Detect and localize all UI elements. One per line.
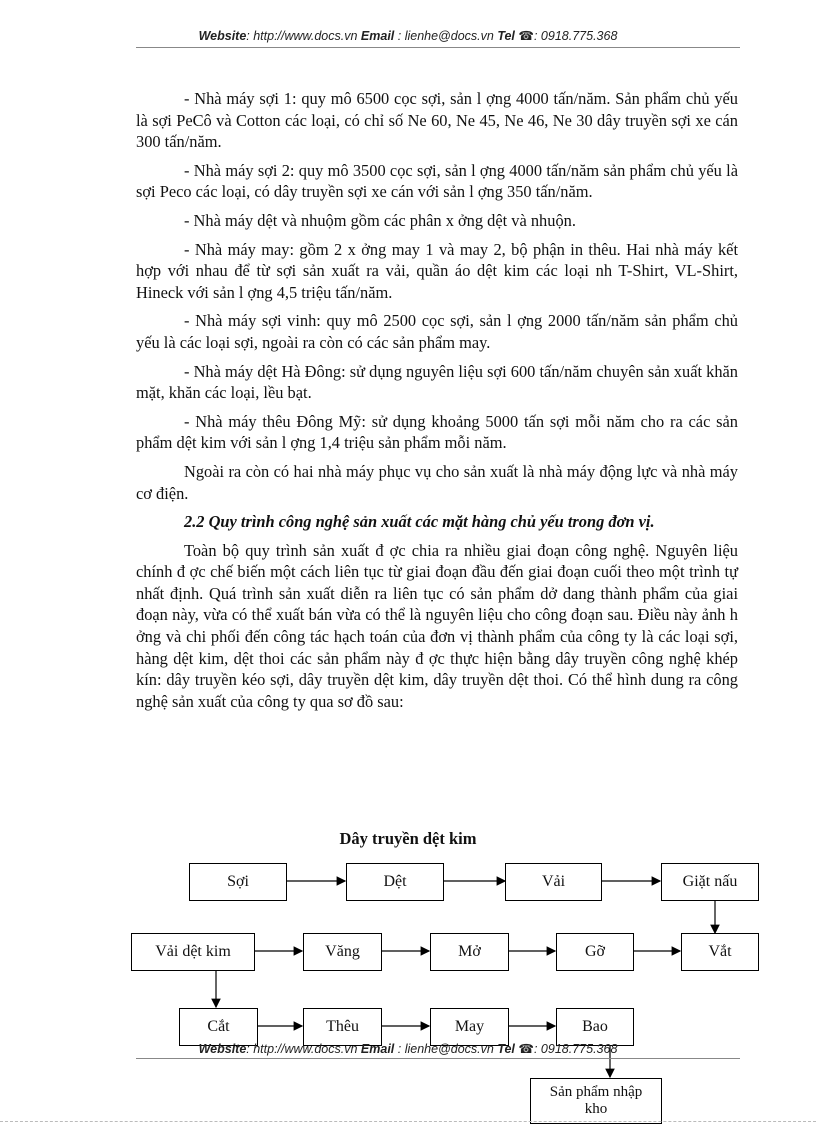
box-soi: Sợi xyxy=(189,863,287,901)
section-heading: 2.2 Quy trình công nghệ sản xuất các mặt hàng chủ yếu trong đơn vị. xyxy=(184,512,655,532)
box-vat: Vắt xyxy=(681,933,759,971)
page-bottom-edge xyxy=(0,1121,816,1122)
phone-icon: ☎ xyxy=(518,29,534,43)
box-giat-nau: Giặt nấu xyxy=(661,863,759,901)
box-det: Dệt xyxy=(346,863,444,901)
paragraph: - Nhà máy thêu Đông Mỹ: sử dụng khoảng 5000 tấn sợi mỗi năm cho ra các sản phẩm dệt kim với sản l ợng 1,4 triệu sản phẩm mỗi năm. xyxy=(136,411,738,453)
paragraph: - Nhà máy sợi 2: quy mô 3500 cọc sợi, sản l ợng 4000 tấn/năm sản phẩm chủ yếu là sợi Peco các loại, có dây truyền sợi xe cán với sản l ợng 350 tấn/năm. xyxy=(136,160,738,202)
footer-tel-value: : 0918.775.368 xyxy=(533,1042,618,1056)
footer-phone-icon: ☎ xyxy=(518,1042,534,1056)
footer-rule xyxy=(136,1058,740,1059)
box-vang: Văng xyxy=(303,933,382,971)
paragraph: - Nhà máy dệt Hà Đông: sử dụng nguyên liệu sợi 600 tấn/năm chuyên sản xuất khăn mặt, khăn các loại, lều bạt. xyxy=(136,361,738,403)
footer-email-value: : lienhe@docs.vn xyxy=(394,1042,498,1056)
paragraph: - Nhà máy dệt và nhuộm gồm các phân x ởng dệt và nhuộn. xyxy=(184,210,576,230)
tel-value: : 0918.775.368 xyxy=(533,29,618,43)
footer-website-value: : http://www.docs.vn xyxy=(246,1042,361,1056)
paragraph: - Nhà máy may: gồm 2 x ởng may 1 và may 2, bộ phận in thêu. Hai nhà máy kết hợp với nhau để từ sợi sản xuất ra vải, quần áo dệt kim các loại nh T-Shirt, VL-Shirt, Hineck với sản l ợng 4,5 triệu tấn/năm. xyxy=(136,239,738,302)
box-cat: Cắt xyxy=(179,1008,258,1046)
box-may: May xyxy=(430,1008,509,1046)
footer-email-label: Email xyxy=(360,1042,395,1056)
website-label: Website xyxy=(198,29,247,43)
section-paragraph: Toàn bộ quy trình sản xuất đ ợc chia ra nhiều giai đoạn công nghệ. Nguyên liệu chính đ ợc chế biến một cách liên tục từ giai đoạn đầu đến giai đoạn cuối theo một trình tự nhất định. Quá trình sản xuất diễn ra liên tục có sản phẩm dở dang thành phẩm của giai đoạn này, vừa có thể xuất bán vừa có thể là nguyên liệu cho công đoạn sau. Điều này ảnh h ởng và chi phối đến công tác hạch toán của đơn vị thành phẩm của công ty là các loại sợi, hàng dệt kim, dệt thoi các sản phẩm này đ ợc thực hiện bằng dây truyền công nghệ khép kín: dây truyền kéo sợi, dây truyền dệt kim, dây truyền dệt thoi. Có thể hình dung ra công nghệ sản xuất của công ty qua sơ đồ sau: xyxy=(136,540,738,711)
paragraph: Ngoài ra còn có hai nhà máy phục vụ cho sản xuất là nhà máy động lực và nhà máy cơ điện. xyxy=(136,461,738,503)
paragraph: - Nhà máy sợi 1: quy mô 6500 cọc sợi, sản l ợng 4000 tấn/năm. Sản phẩm chủ yếu là sợi PeCô và Cotton các loại, có chỉ số Ne 60, Ne 45, Ne 46, Ne 30 dây truyền sợi xe cán 300 tấn/năm. xyxy=(136,89,738,152)
box-mo: Mở xyxy=(430,933,509,971)
box-go: Gỡ xyxy=(556,933,634,971)
email-label: Email xyxy=(360,29,395,43)
box-vai: Vải xyxy=(505,863,602,901)
paragraph: - Nhà máy sợi vinh: quy mô 2500 cọc sợi, sản l ợng 2000 tấn/năm sản phẩm chủ yếu là các loại sợi, ngoài ra còn có các sản phẩm may. xyxy=(136,311,738,352)
box-san-pham-nhap-kho: Sản phẩm nhập kho xyxy=(530,1078,662,1124)
footer-website-label: Website xyxy=(198,1042,247,1056)
website-value: : http://www.docs.vn xyxy=(246,29,361,43)
footer-tel-label: Tel xyxy=(497,1042,515,1056)
box-bao: Bao xyxy=(556,1008,634,1046)
tel-label: Tel xyxy=(497,29,515,43)
page-footer xyxy=(0,1041,816,1056)
box-vai-det-kim: Vải dệt kim xyxy=(131,933,255,971)
box-theu: Thêu xyxy=(303,1008,382,1046)
email-value: : lienhe@docs.vn xyxy=(394,29,498,43)
diagram-title: Dây truyền dệt kim xyxy=(339,829,477,848)
